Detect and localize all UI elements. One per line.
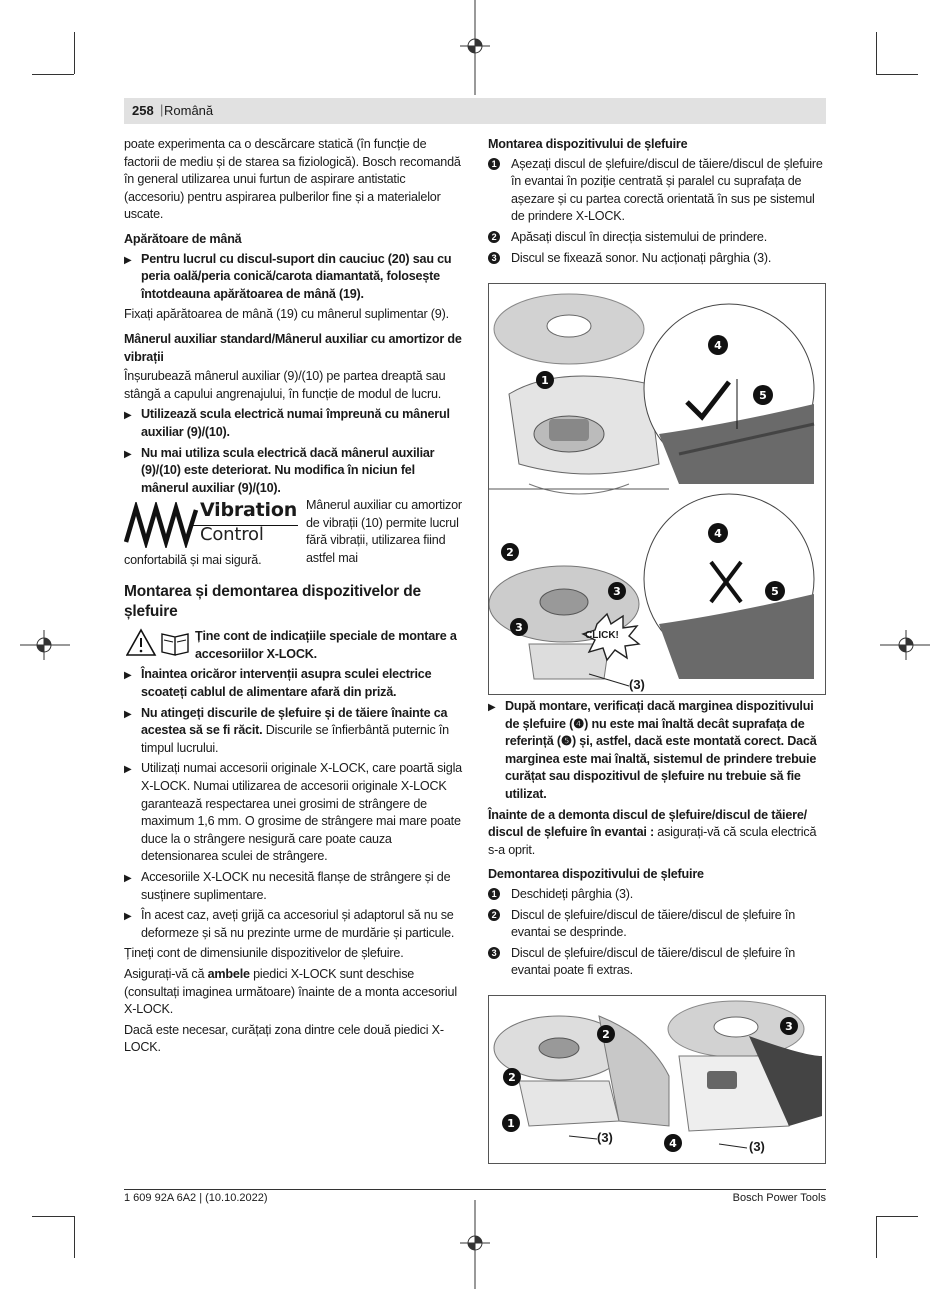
svg-text:2: 2 [602,1028,610,1041]
svg-text:1: 1 [541,374,549,387]
crop-mark [876,1216,877,1258]
intro-paragraph: poate experimenta ca o descărcare statică (în funcție de factorii de mediu și de starea sa fiziologică). Bosch recomandă în general utilizarea unui furtun de aspirare antistatic (accesoriu) pentru aspirarea pulberilor fine și a materialelor uscate. [124,137,461,222]
crop-mark [876,1216,918,1217]
bullet-item: ▶ Înaintea oricăror intervenții asupra sculei electrice scoateți cablul de alimentare afară din priză. [124,667,432,700]
svg-text:4: 4 [714,527,722,540]
lever-ref-label-b: (3) [749,1139,765,1154]
right-column-top [488,136,826,270]
both-locks-paragraph: Asigurați-vă că ambele piedici X-LOCK sunt deschise (consultați imaginea următoare) înainte de a monta accesoriul X-LOCK. [124,966,457,1017]
step-item: 2 Discul de șlefuire/discul de tăiere/discul de șlefuire în evantai se desprinde. [488,907,826,942]
before-demount-paragraph: Înainte de a demonta discul de șlefuire/discul de tăiere/ discul de șlefuire în evantai : asigurați-vă că scula electrică s-a oprit. [488,807,817,857]
crop-mark [74,1216,75,1258]
demounting-illustration [489,996,825,1163]
svg-text:2: 2 [506,546,514,559]
vibration-control-text: Mânerul auxiliar cu amortizor de vibrații (10) permite lucrul fără vibrații, utilizarea fiind astfel mai [306,498,462,566]
step-item: 1 Așezați discul de șlefuire/discul de tăiere/discul de șlefuire în evantai în poziție centrată și paralel cu suprafața de așezare și cu partea corectă orientată în sus pe sistemul de prindere X-LOCK. [488,156,826,226]
footer-doc-id: 1 609 92A 6A2 | (10.10.2022) [124,1192,268,1204]
mount-subtitle: Montarea dispozitivului de șlefuire [488,137,688,151]
registration-target-top [455,0,495,95]
warning-read-manual-icon [126,628,192,658]
crop-mark [876,74,918,75]
crop-mark [876,32,877,74]
svg-text:3: 3 [515,621,523,634]
step-item: 1 Deschideți pârghia (3). [488,886,826,904]
aux-handle-heading: Mânerul auxiliar standard/Mânerul auxiliar cu amortizor de vibrații [124,331,462,364]
registration-target-bottom [455,1200,495,1289]
vibration-control-text-end: confortabilă și mai sigură. [124,553,262,568]
svg-text:5: 5 [759,389,767,402]
warning-row [124,628,464,663]
right-column-bottom [488,698,826,983]
svg-text:5: 5 [771,585,779,598]
left-column [124,136,464,1060]
clean-paragraph: Dacă este necesar, curățați zona dintre cele două piedici X-LOCK. [124,1022,444,1055]
demounting-figure [488,995,826,1164]
bullet-item: ▶ După montare, verificați dacă marginea dispozitivului de șlefuire (❹) nu este mai înaltă decât suprafața de referință (❺) și, astfel, dacă este montată corect. Dacă marginea este mai înaltă, sistemul de prindere trebuie curățat sau dispozitivul de șlefuire nu trebuie să fie utilizat. [488,699,817,801]
aux-handle-paragraph: Înșurubează mânerul auxiliar (9)/(10) pe partea dreaptă sau stângă a capului angrenajului, în funcție de modul de lucru. [124,369,446,401]
crop-mark [32,74,74,75]
step-item: 3 Discul de șlefuire/discul de tăiere/discul de șlefuire în evantai poate fi extras. [488,945,826,980]
hand-guard-heading: Apărătoare de mână [124,231,242,246]
registration-target-right [880,625,930,665]
footer-rule [124,1189,826,1190]
bullet-item: ▶ Utilizați numai accesorii originale X-LOCK, care poartă sigla X-LOCK. Numai utilizarea de accesorii originale X-LOCK garantează respectarea unei grosimi de strângere de maximum 1,6 mm. O grosime de strângere mai mare poate duce la o strângere nesigură care poate cauza detensionarea sculei de strângere. [124,761,462,864]
warning-text: Ține cont de indicațiile speciale de montare a accesoriilor X-LOCK. [195,629,457,661]
footer-brand: Bosch Power Tools [732,1192,826,1204]
vibration-control-logo: Vibration Control [124,500,302,552]
crop-mark [74,32,75,74]
step-item: 3 Discul se fixează sonor. Nu acționați pârghia (3). [488,250,826,268]
bullet-item: ▶ Pentru lucrul cu discul-suport din cauciuc (20) sau cu peria oală/peria conică/carota diamantată, folosește întotdeauna apărătoarea de mână (19). [124,251,452,301]
bullet-item: ▶ Accesoriile X-LOCK nu necesită flanșe de strângere și de susținere suplimentare. [124,870,451,902]
click-label: CLICK! [585,630,619,641]
svg-text:3: 3 [785,1020,793,1033]
hand-guard-paragraph: Fixați apărătoarea de mână (19) cu mânerul suplimentar (9). [124,307,449,322]
mount-section-title: Montarea și demontarea dispozitivelor de șlefuire [124,583,421,621]
dimensions-paragraph: Țineți cont de dimensiunile dispozitivelor de șlefuire. [124,946,404,961]
demount-subtitle: Demontarea dispozitivului de șlefuire [488,867,704,882]
vibration-control-block [124,500,464,570]
page-header: 258 | Română [124,98,826,124]
registration-target-left [20,625,70,665]
bullet-item: ▶ Nu atingeți discurile de șlefuire și de tăiere înainte ca acestea să se fi răcit. Discurile se înfierbântă puternic în timpul lucrului. [124,705,449,755]
bullet-item: ▶ Nu mai utiliza scula electrică dacă mânerul auxiliar (9)/(10) este deteriorat. Nu modifica în niciun fel mânerul auxiliar (9)/(10). [124,445,435,495]
mounting-illustration [489,284,825,694]
crop-mark [32,1216,74,1217]
page-number: 258 [132,103,154,118]
lever-ref-label-a: (3) [597,1130,613,1145]
bullet-item: ▶ Utilizează scula electrică numai împreună cu mânerul auxiliar (9)/(10). [124,407,450,439]
svg-text:4: 4 [714,339,722,352]
svg-text:1: 1 [507,1117,515,1130]
lever-ref-label: (3) [629,677,645,692]
svg-text:2: 2 [508,1071,516,1084]
page-language: Română [164,103,214,118]
bullet-item: ▶ În acest caz, aveți grijă ca accesoriul și adaptorul să nu se deformeze și să nu prezinte urme de murdărie și particule. [124,908,455,940]
mounting-figure [488,283,826,695]
svg-text:3: 3 [613,585,621,598]
svg-text:4: 4 [669,1137,677,1150]
step-item: 2 Apăsați discul în direcția sistemului de prindere. [488,229,826,247]
